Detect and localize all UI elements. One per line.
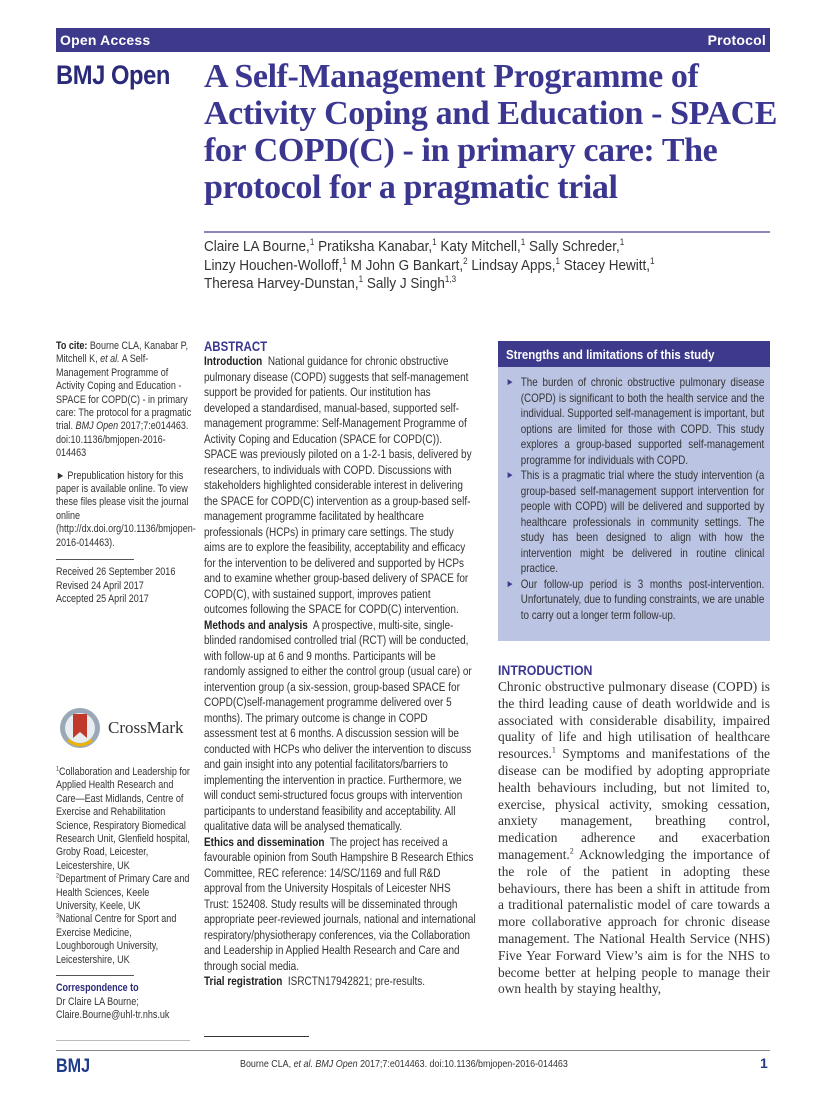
list-item: ► The burden of chronic obstructive pulmonary disease (COPD) is significant to both the health service and the individual. Supported self-management is important, but options are limited for those with COPD. This study explores a group-based supported self-management programme for individuals with COPD. xyxy=(506,375,764,468)
abstract-heading: ABSTRACT xyxy=(204,338,268,354)
accepted-date: Accepted 25 April 2017 xyxy=(56,592,149,605)
affiliation: $^2$Department of Primary Care and Health Sciences, Keele University, Keele, UK xyxy=(56,872,190,913)
author[interactable]: Claire LA Bourne,$^1$ xyxy=(204,237,315,255)
received-date: Received 26 September 2016 xyxy=(56,566,176,579)
footer-divider xyxy=(56,1050,770,1051)
divider xyxy=(56,559,134,560)
affiliations xyxy=(56,766,191,1022)
bmj-footer-logo: BMJ xyxy=(56,1056,91,1077)
abstract-methods: Methods and analysis A prospective, multi-site, single-blinded randomised controlled trial (RCT) will be conducted, with follow-up at 6 and 9 months. Participants will be randomly assigned to either the control group (usual care) or intervention group (a six-session, group-based SPACE for COPD(C)self-management programme delivered over 5 months). The primary outcome is change in COPD assessment test at 6 months. A discussion session will be conducted with HCPs who deliver the intervention to discuss and gain insight into any potential facilitators/barriers to implementing the intervention in practice. Furthermore, we will conduct semi-structured focus groups with intervention participants to understand feasibility and acceptability. All qualitative data will be analysed thematically. xyxy=(204,617,472,833)
abstract-introduction: Introduction National guidance for chronic obstructive pulmonary disease (COPD) suggests that self-management support be provided for patients. Our institution has developed a standardised, manual-based, supported self-management programme: Self-Management Programme of Activity Coping and Education (SPACE for COPD(C)). SPACE was previously piloted on a 1-2-1 basis, delivered by researchers, to individuals with COPD. Discussions with stakeholders highlighted considerable interest in delivering the SPACE for COPD(C) intervention as a group-based self-management programme facilitated by healthcare professionals (HCPs) in primary care settings. The study aims are to explore the feasibility, acceptability and efficacy for the intervention to be delivered and supported by HCPs and to examine whether group-based delivery of SPACE for COPD(C), with sustained support, improves patient outcomes following the SPACE for COPD(C) intervention. xyxy=(204,354,472,616)
journal-logo: BMJ Open xyxy=(56,60,170,90)
author[interactable]: Stacey Hewitt,$^1$ xyxy=(563,255,655,274)
list-item: ► This is a pragmatic trial where the study intervention (a group-based self-management support intervention for people with COPD) will be delivered and supported by healthcare professionals in community settings. The study has been designed to align with how the intervention might be delivered in routine clinical practice. xyxy=(506,468,764,577)
revised-date: Revised 24 April 2017 xyxy=(56,579,144,592)
author-list xyxy=(204,238,762,294)
strengths-list xyxy=(506,375,764,623)
correspondence-heading: Correspondence to xyxy=(56,982,139,995)
correspondence-contact[interactable]: Dr Claire LA Bourne; Claire.Bourne@uhl-tr.nhs.uk xyxy=(56,995,170,1021)
title-divider xyxy=(204,231,770,233)
author[interactable]: Linzy Houchen-Wolloff,$^1$ xyxy=(204,255,347,274)
divider xyxy=(56,975,134,976)
affiliation: $^1$Collaboration and Leadership for Applied Health Research and Care—East Midlands, Centre of Exercise and Rehabilitation Science, Respiratory Biomedical Research Unit, Glenfield hospital, Groby Road, Leicester, Leicestershire, UK xyxy=(56,765,190,872)
open-access-banner xyxy=(56,28,770,52)
crossmark-badge[interactable]: CrossMark xyxy=(58,706,184,750)
author[interactable]: Lindsay Apps,$^1$ xyxy=(471,255,561,274)
author[interactable]: Pratiksha Kanabar,$^1$ xyxy=(318,237,437,255)
article-info-sidebar xyxy=(56,340,196,606)
author[interactable]: M John G Bankart,$^2$ xyxy=(350,255,468,274)
strengths-limitations-box xyxy=(498,341,770,641)
page-number: 1 xyxy=(760,1055,768,1071)
reference-link[interactable]: 1 xyxy=(551,745,556,755)
reference-link[interactable]: 2 xyxy=(569,846,574,856)
introduction-text: Chronic obstructive pulmonary disease (COPD) is the third leading cause of death worldwide and is associated with considerable disability, impaired quality of life and high utilisation of healthcare resources.$^1$ Symptoms and manifestations of the disease can be modified by adopting appropriate health behaviours including, but not limited to, exercise, physical activity, smoking cessation, anxiety management, breathing control, medication adherence and exacerbation management.$^2$ Acknowledging the importance of the role of the patient in adopting these behaviours, there has been a shift in attitude from a traditional paternalistic model of care towards a more collaborative approach for chronic disease management. The National Health Service (NHS) Five Year Forward View’s aim is for the NHS to become better at helping people to manage their own health by staying healthy, xyxy=(498,679,770,997)
crossmark-icon xyxy=(58,706,102,750)
footer-citation: Bourne CLA, et al. BMJ Open 2017;7:e014463. doi:10.1136/bmjopen-2016-014463 xyxy=(240,1058,568,1070)
list-item: ► Our follow-up period is 3 months post-intervention. Unfortunately, due to funding constraints, we are unable to carry out a longer term follow-up. xyxy=(506,577,764,624)
author[interactable]: Sally J Singh$^{1,3}$ xyxy=(366,274,457,292)
abstract-trial-registration: Trial registration ISRCTN17942821; pre-results. xyxy=(204,974,426,988)
abstract-ethics: Ethics and dissemination The project has received a favourable opinion from South Hampshire B Research Ethics Committee, REC reference: 14/SC/1169 and full R&D approval from the University Hospitals of Leicester NHS Trust: 152408. Study results will be disseminated through appropriate peer-reviewed journals, national and international respiratory/physiotherapy conferences, via the Collaboration and Leadership in Applied Health Research and Care and through social media. xyxy=(204,834,476,973)
divider xyxy=(204,1036,309,1037)
article-title: A Self-Management Programme of Activity Coping and Education - SPACE for COPD(C) - in primary care: The protocol for a pragmatic trial xyxy=(204,58,778,206)
open-access-label: Open Access xyxy=(60,32,151,48)
citation-info: To cite: Bourne CLA, Kanabar P, Mitchell K, et al. A Self-Management Programme of Activity Coping and Education - SPACE for COPD(C) - in primary care: The protocol for a pragmatic trial. BMJ Open 2017;7:e014463. doi:10.1136/bmjopen-2016-014463 xyxy=(56,340,192,460)
author[interactable]: Katy Mitchell,$^1$ xyxy=(440,237,526,255)
article-type-label: Protocol xyxy=(707,32,766,48)
divider xyxy=(56,1040,190,1041)
strengths-heading: Strengths and limitations of this study xyxy=(498,341,770,367)
abstract xyxy=(204,338,476,990)
author[interactable]: Sally Schreder,$^1$ xyxy=(528,237,625,255)
prepublication-note[interactable]: ► Prepublication history for this paper is available online. To view these files please visit the journal online (http://dx.doi.org/10.1136/bmjopen-2016-014463). xyxy=(56,469,196,549)
author[interactable]: Theresa Harvey-Dunstan,$^1$ xyxy=(204,274,364,292)
introduction-heading: INTRODUCTION xyxy=(498,662,593,678)
affiliation: $^3$National Centre for Sport and Exercise Medicine, Loughborough University, Leicestershire, UK xyxy=(56,912,177,966)
